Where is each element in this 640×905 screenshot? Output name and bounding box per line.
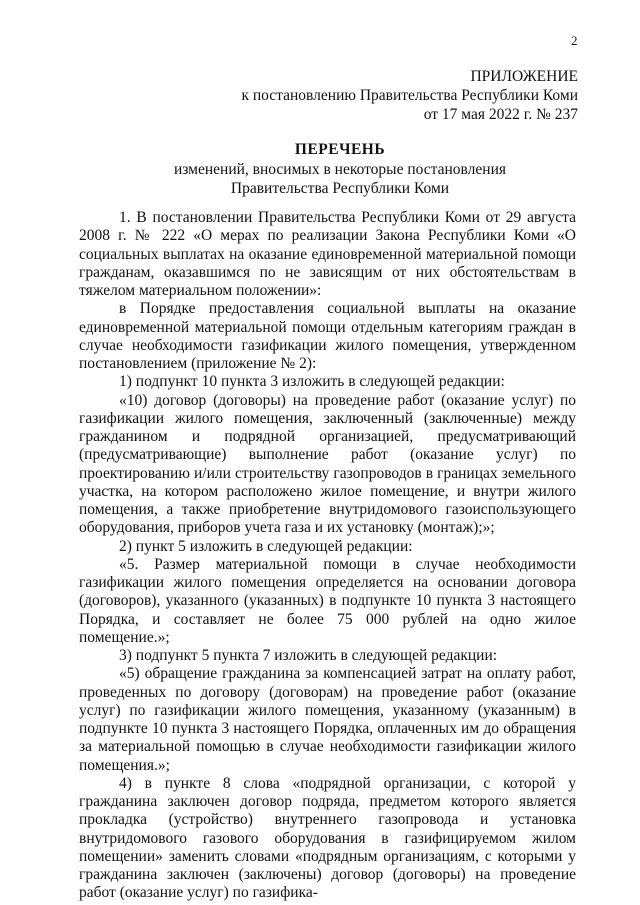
paragraph: в Порядке предоставления социальной выплаты на оказание единовременной материальной помощи отдельным категориям граждан в случае необходимости газификации жилого помещения, утвержденном постановлением (приложение № 2): <box>79 300 576 372</box>
appendix-header <box>241 67 578 124</box>
document-subtitle-1: изменений, вносимых в некоторые постановления <box>173 161 506 178</box>
paragraph: 4) в пункте 8 слова «подрядной организации, с которой у гражданина заключен договор подряда, предметом которого является прокладка (устройство) внутреннего газопровода и установка внутридомового газового оборудования в газифицируемом жилом помещении» заменить словами «подрядным организациям, с которыми у гражданина заключен (заключены) договор (договоры) на проведение работ (оказание услуг) по газифика- <box>79 774 576 902</box>
appendix-line-1: к постановлению Правительства Республики Коми <box>241 87 578 104</box>
document-title: ПЕРЕЧЕНЬ <box>294 141 386 158</box>
appendix-label: ПРИЛОЖЕНИЕ <box>470 68 578 85</box>
document-heading <box>100 140 580 198</box>
document-body <box>79 209 576 903</box>
paragraph: 3) подпункт 5 пункта 7 изложить в следующей редакции: <box>119 647 498 664</box>
document-subtitle-2: Правительства Республики Коми <box>230 180 450 197</box>
paragraph: 2) пункт 5 изложить в следующей редакции: <box>119 537 413 555</box>
paragraph: 1. В постановлении Правительства Республики Коми от 29 августа 2008 г. № 222 «О мерах по реализации Закона Республики Коми «О социальных выплатах на оказание единовременной материальной помощи гражданам, оказавшимся по не зависящим от них обстоятельствам в тяжелом материальном положении»: <box>79 209 576 299</box>
appendix-line-2: от 17 мая 2022 г. № 237 <box>423 106 578 123</box>
page-number: 2 <box>571 33 578 48</box>
paragraph: «10) договор (договоры) на проведение работ (оказание услуг) по газификации жилого помещения, заключенный (заключенные) между гражданином и подрядной организацией, предусматривающий (предусматривающие) выполнение работ (оказание услуг) по проектированию и/или строительству газопроводов в границах земельного участка, на котором расположено жилое помещение, и внутри жилого помещения, а также приобретение внутридомового газоиспользующего оборудования, приборов учета газа и их установку (монтаж);»; <box>79 391 576 537</box>
paragraph: 1) подпункт 10 пункта 3 изложить в следующей редакции: <box>119 373 505 391</box>
paragraph: «5. Размер материальной помощи в случае необходимости газификации жилого помещения определяется на основании договора (договоров), указанного (указанных) в подпункте 10 пункта 3 настоящего Порядка, и составляет не более 75 000 рублей на одно жилое помещение.»; <box>79 555 576 646</box>
paragraph: «5) обращение гражданина за компенсацией затрат на оплату работ, проведенных по договору (договорам) на проведение работ (оказание услуг) по газификации жилого помещения, указанному (указанным) в подпункте 10 пункта 3 настоящего Порядка, оплаченных им до обращения за материальной помощью в случае необходимости газификации жилого помещения.»; <box>79 665 576 774</box>
